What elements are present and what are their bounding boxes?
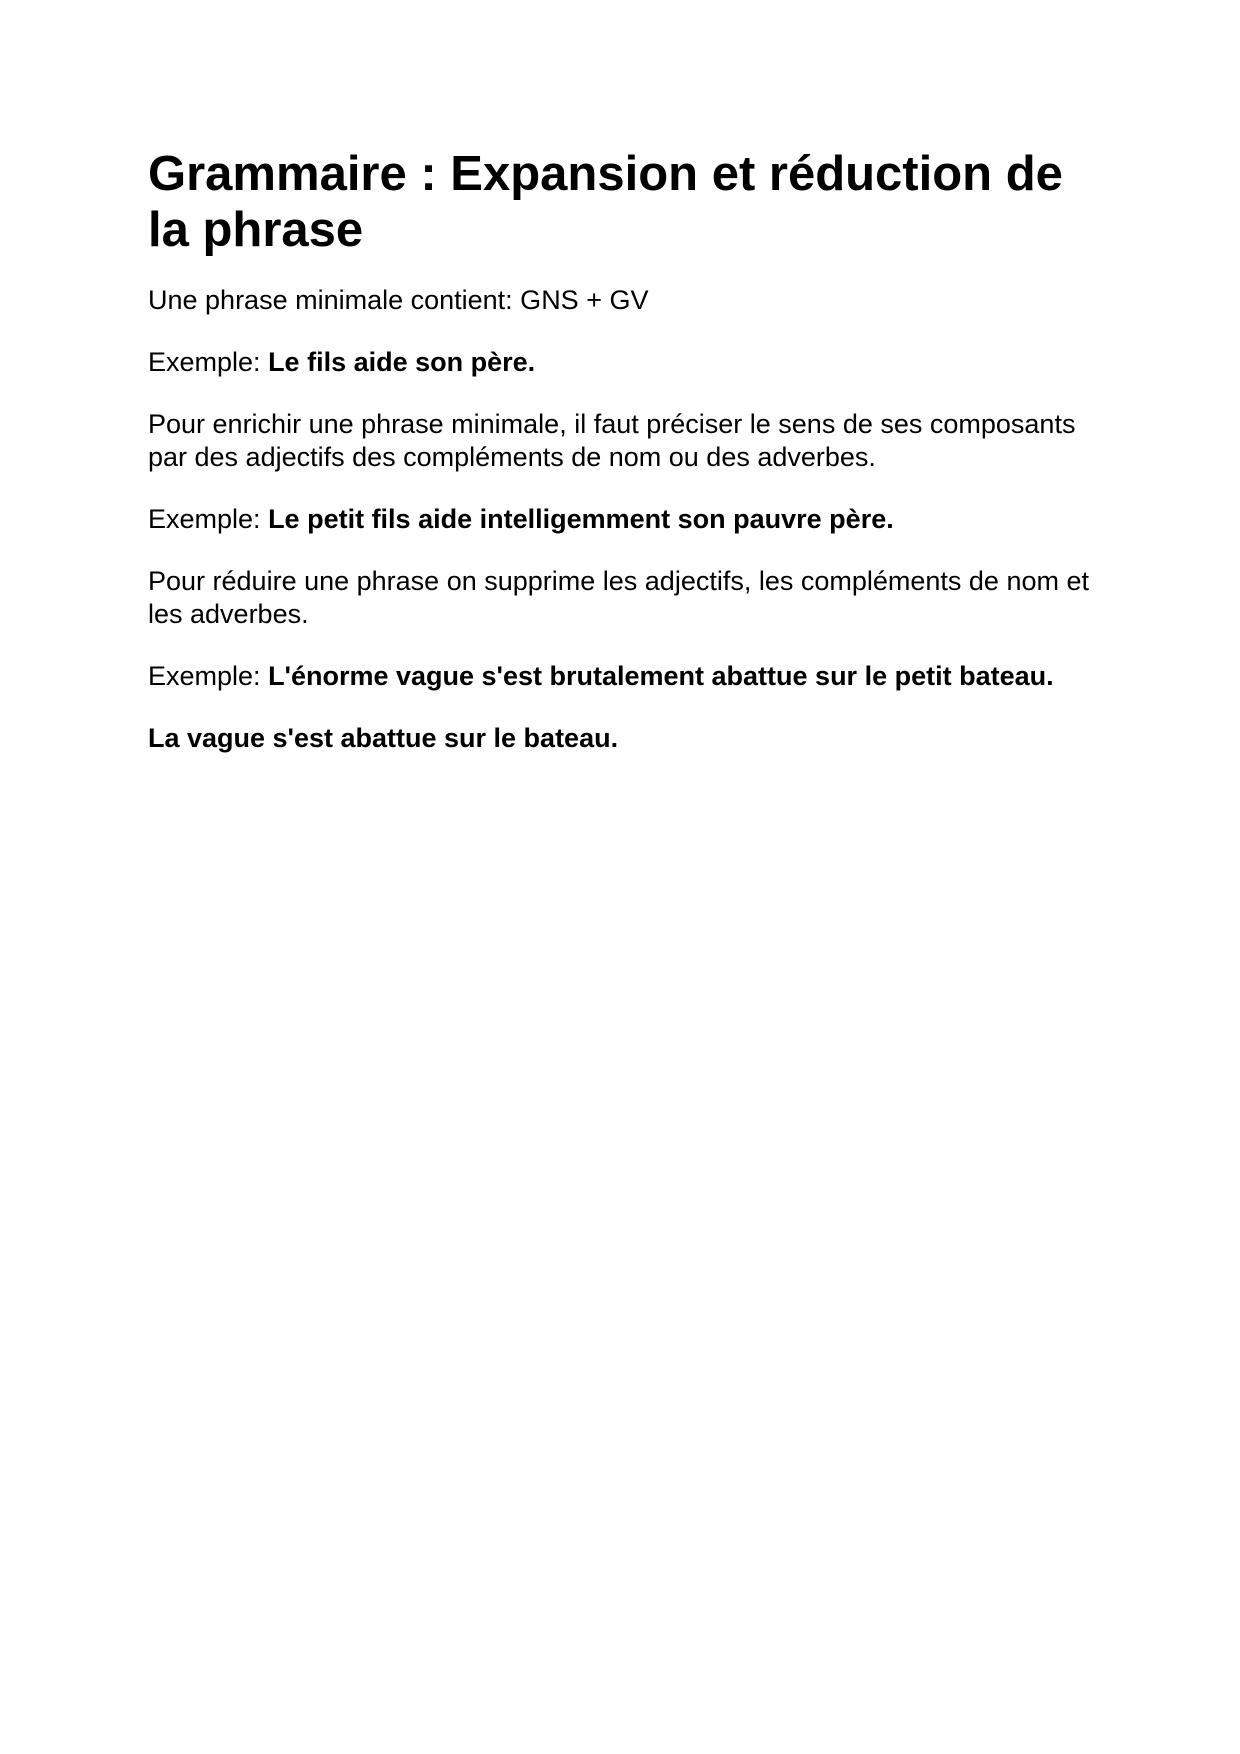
example-3-label: Exemple: — [148, 661, 269, 691]
example-1-text: Le fils aide son père. — [268, 347, 536, 377]
example-3 — [148, 660, 1108, 693]
example-3-result: La vague s'est abattue sur le bateau. — [148, 723, 619, 753]
example-2-label: Exemple: — [148, 504, 269, 534]
example-3-text: L'énorme vague s'est brutalement abattue sur le petit bateau. — [268, 661, 1054, 691]
example-2 — [148, 503, 1108, 536]
example-1 — [148, 346, 1108, 379]
example-1-label: Exemple: — [148, 347, 269, 377]
example-2-text: Le petit fils aide intelligemment son pauvre père. — [268, 504, 894, 534]
document-page — [148, 146, 1108, 784]
page-title: Grammaire : Expansion et réduction de la phrase — [148, 147, 1063, 257]
paragraph-reduction: Pour réduire une phrase on supprime les adjectifs, les compléments de nom et les adverbes. — [148, 566, 1089, 629]
paragraph-expansion: Pour enrichir une phrase minimale, il faut préciser le sens de ses composants par des adjectifs des compléments de nom ou des adverbes. — [148, 409, 1076, 472]
paragraph-definition: Une phrase minimale contient: GNS + GV — [148, 285, 649, 315]
